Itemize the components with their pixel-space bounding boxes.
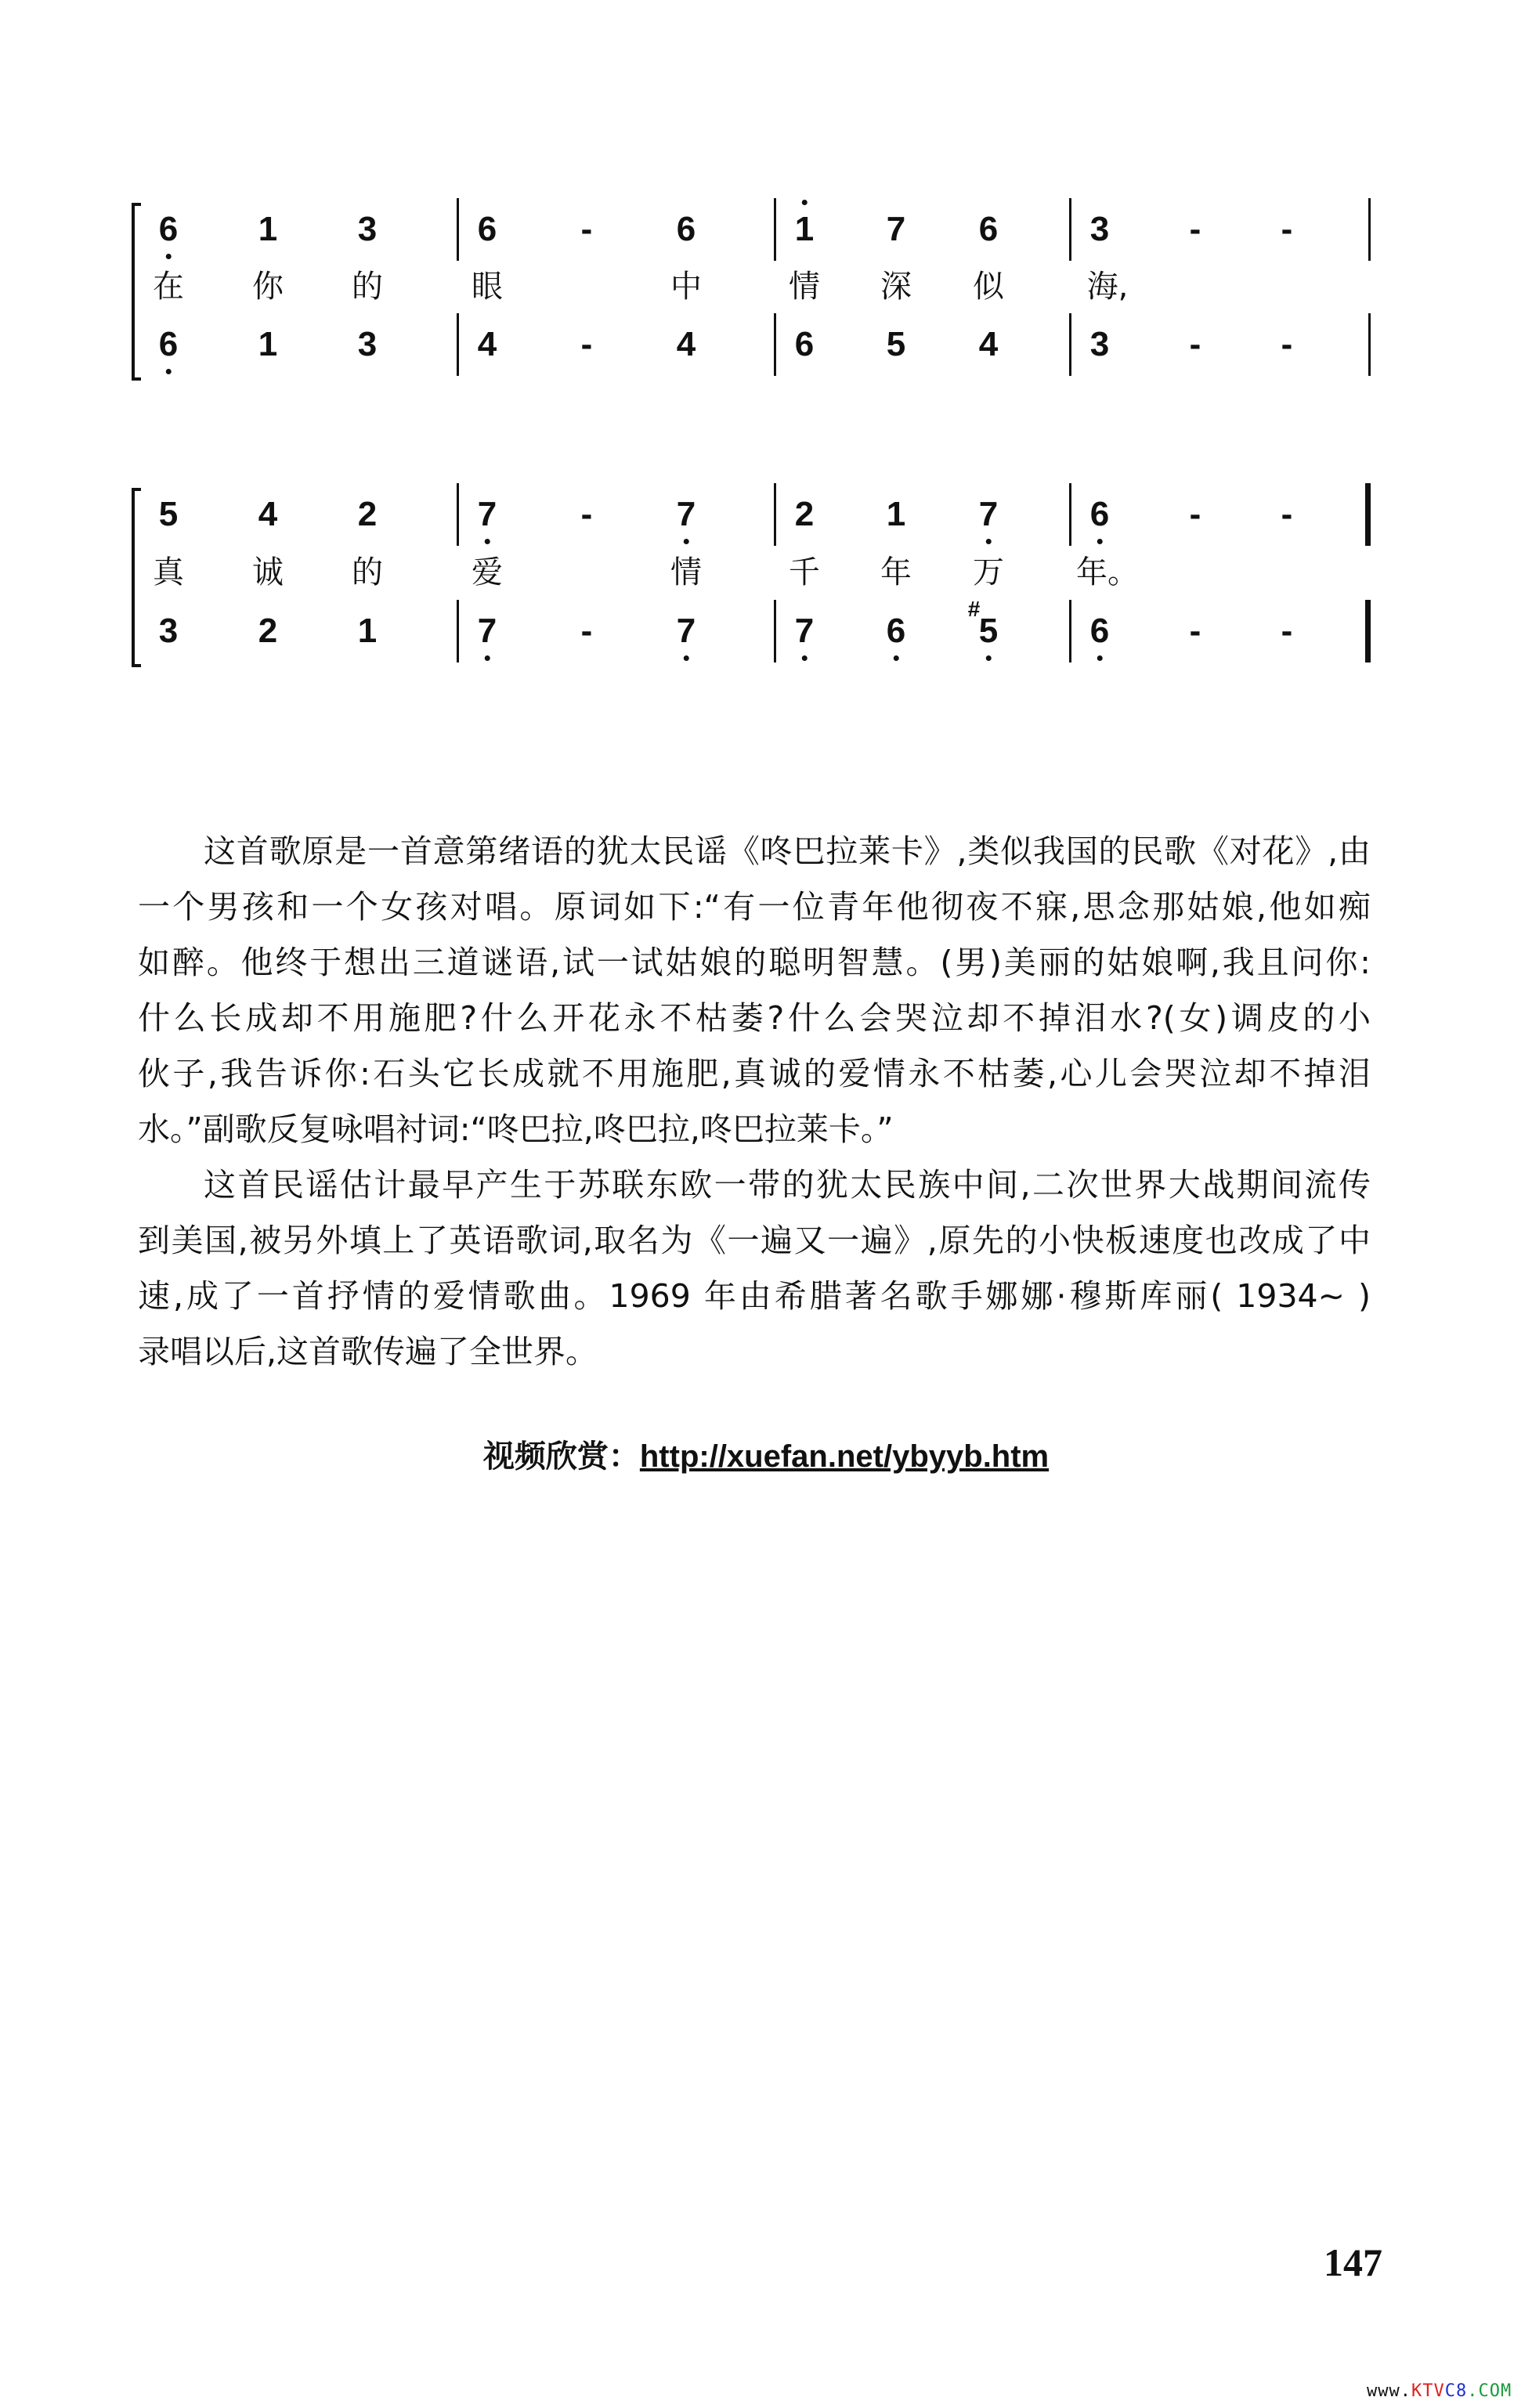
note: 7	[478, 614, 497, 648]
paragraph	[138, 1157, 1371, 1380]
watermark-brand1: KTV	[1411, 2381, 1445, 2401]
video-label: 视频欣赏：	[482, 1439, 640, 1474]
note: 5 #	[979, 614, 998, 648]
note: 3	[1089, 325, 1110, 363]
note: 4	[258, 495, 278, 533]
note: 3	[357, 325, 378, 363]
dash-extension: -	[580, 612, 593, 650]
high-octave-dot	[801, 200, 807, 205]
barline	[774, 483, 776, 546]
watermark-suffix: .COM	[1467, 2381, 1512, 2401]
final-barline	[1365, 600, 1371, 662]
system-bracket	[132, 488, 141, 667]
text-line: 这首歌原是一首意第绪语的犹太民谣《咚巴拉莱卡》,类似我国的民歌《对花》,由	[204, 832, 1371, 870]
barline	[1069, 483, 1071, 546]
low-octave-dot	[1097, 655, 1102, 661]
lyric-syllable: 年	[880, 554, 912, 590]
low-octave-dot	[801, 655, 807, 661]
text-line: 水。”副歌反复咏唱衬词:“咚巴拉,咚巴拉,咚巴拉莱卡。”	[138, 1110, 894, 1148]
note: 6	[1090, 497, 1109, 532]
note: 6	[978, 210, 999, 248]
note: 1	[795, 212, 814, 247]
watermark-brand2: C8	[1444, 2381, 1468, 2401]
lyric-syllable: 在	[153, 269, 184, 305]
lyric-syllable: 似	[973, 269, 1004, 305]
note: 6	[887, 614, 905, 648]
low-octave-dot	[1097, 539, 1102, 544]
dash-extension: -	[1189, 495, 1201, 533]
note: 7	[677, 614, 696, 648]
lyric-syllable: 眼	[472, 269, 503, 305]
barline	[1368, 313, 1371, 376]
note: 7	[677, 497, 696, 532]
dash-extension: -	[580, 325, 593, 363]
note: 4	[676, 325, 696, 363]
lyric-syllable: 你	[252, 269, 284, 305]
note: 1	[258, 210, 278, 248]
note: 6	[159, 327, 178, 362]
note: 6	[1090, 614, 1109, 648]
note: 6	[676, 210, 696, 248]
low-octave-dot	[893, 655, 898, 661]
note: 7	[478, 497, 497, 532]
note: 5	[886, 325, 906, 363]
text-line: 录唱以后,这首歌传遍了全世界。	[138, 1333, 598, 1370]
lyric-syllable: 的	[352, 269, 383, 305]
page-number: 147	[1324, 2240, 1382, 2284]
note: 7	[886, 210, 906, 248]
lyric-syllable: 的	[352, 554, 383, 590]
text-line: 伙子,我告诉你:石头它长成就不用施肥,真诚的爱情永不枯萎,心儿会哭泣却不掉泪	[138, 1055, 1371, 1092]
barline	[457, 483, 459, 546]
dash-extension: -	[1281, 325, 1293, 363]
lyric-syllable: 中	[670, 269, 702, 305]
text-line: 这首民谣估计最早产生于苏联东欧一带的犹太民族中间,二次世界大战期间流传	[204, 1166, 1371, 1204]
dash-extension: -	[580, 495, 593, 533]
barline	[1069, 313, 1071, 376]
text-line: 什么长成却不用施肥?什么开花永不枯萎?什么会哭泣却不掉泪水?(女)调皮的小	[138, 999, 1371, 1037]
lyric-syllable: 海,	[1086, 269, 1129, 305]
low-octave-dot	[165, 369, 171, 374]
dash-extension: -	[1189, 210, 1201, 248]
note: 3	[357, 210, 378, 248]
lyric-syllable: 千	[789, 554, 820, 590]
text-line: 一个男孩和一个女孩对唱。原词如下:“有一位青年他彻夜不寐,思念那姑娘,他如痴	[138, 888, 1371, 926]
text-line: 速,成了一首抒情的爱情歌曲。1969 年由希腊著名歌手娜娜·穆斯库丽( 1934~ )	[138, 1277, 1371, 1315]
barline	[457, 198, 459, 261]
note: 2	[357, 495, 378, 533]
lyric-syllable: 爱	[472, 554, 503, 590]
barline	[774, 313, 776, 376]
lyric-syllable: 诚	[252, 554, 284, 590]
barline	[1069, 600, 1071, 662]
barline	[457, 313, 459, 376]
system-bracket	[132, 203, 141, 381]
lyric-syllable: 深	[880, 269, 912, 305]
barline	[1069, 198, 1071, 261]
dash-extension: -	[1189, 612, 1201, 650]
lyric-syllable: 情	[789, 269, 820, 305]
barline	[774, 600, 776, 662]
low-octave-dot	[484, 539, 490, 544]
lyric-syllable: 万	[973, 554, 1004, 590]
note: 2	[258, 612, 278, 650]
note: 6	[159, 212, 178, 247]
dash-extension: -	[1189, 325, 1201, 363]
low-octave-dot	[985, 655, 991, 661]
final-barline	[1365, 483, 1371, 546]
low-octave-dot	[484, 655, 490, 661]
video-url-link[interactable]: http://xuefan.net/ybyyb.htm	[639, 1439, 1050, 1474]
watermark-logo	[1367, 2381, 1512, 2403]
note: 3	[158, 612, 179, 650]
dash-extension: -	[580, 210, 593, 248]
lyric-syllable: 年。	[1076, 554, 1139, 590]
watermark-prefix: www.	[1367, 2381, 1411, 2401]
note: 1	[357, 612, 378, 650]
sharp-sign: #	[967, 597, 981, 621]
note: 6	[477, 210, 497, 248]
note: 2	[794, 495, 815, 533]
note: 1	[886, 495, 906, 533]
video-link-line	[0, 1435, 1532, 1478]
text-line: 到美国,被另外填上了英语歌词,取名为《一遍又一遍》,原先的小快板速度也改成了中	[138, 1222, 1371, 1259]
dash-extension: -	[1281, 210, 1293, 248]
note: 4	[978, 325, 999, 363]
paragraph	[138, 824, 1371, 1157]
barline	[457, 600, 459, 662]
note: 7	[979, 497, 998, 532]
low-octave-dot	[683, 539, 688, 544]
note: 4	[477, 325, 497, 363]
lyric-syllable: 真	[153, 554, 184, 590]
note: 5	[158, 495, 179, 533]
note: 7	[795, 614, 814, 648]
barline	[774, 198, 776, 261]
dash-extension: -	[1281, 495, 1293, 533]
dash-extension: -	[1281, 612, 1293, 650]
lyric-syllable: 情	[670, 554, 702, 590]
low-octave-dot	[165, 254, 171, 259]
note: 3	[1089, 210, 1110, 248]
barline	[1368, 198, 1371, 261]
low-octave-dot	[683, 655, 688, 661]
note: 1	[258, 325, 278, 363]
text-line: 如醉。他终于想出三道谜语,试一试姑娘的聪明智慧。(男)美丽的姑娘啊,我且问你:	[138, 944, 1371, 981]
note: 6	[794, 325, 815, 363]
low-octave-dot	[985, 539, 991, 544]
